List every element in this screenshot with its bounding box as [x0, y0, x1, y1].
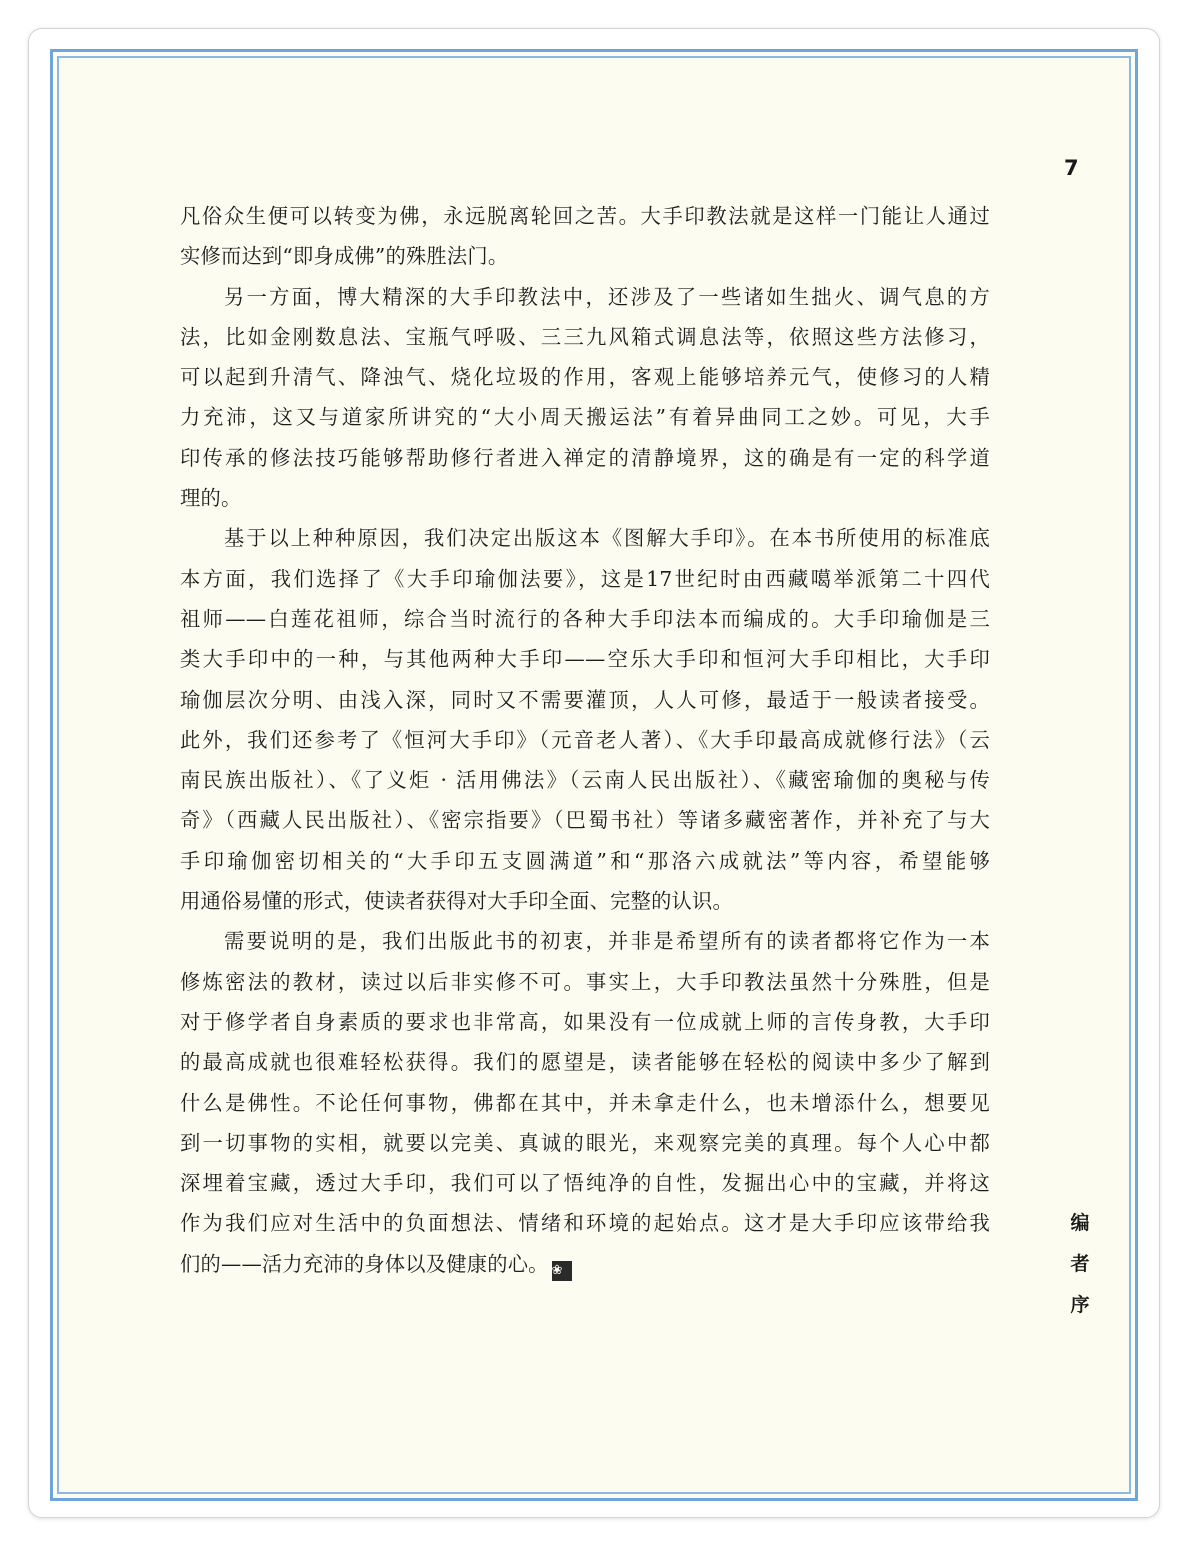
side-title-char: 序 — [1070, 1294, 1090, 1316]
text-line: 祖师——白莲花祖师，综合当时流行的各种大手印法本而编成的。大手印瑜伽是三 — [180, 606, 990, 631]
paragraph — [180, 921, 990, 1284]
page-number: 7 — [1064, 156, 1079, 180]
side-title-char: 编 — [1070, 1212, 1090, 1234]
text-line: 奇》（西藏人民出版社）、《密宗指要》（巴蜀书社）等诸多藏密著作，并补充了与大 — [180, 808, 990, 833]
text-line: 用通俗易懂的形式，使读者获得对大手印全面、完整的认识。 — [180, 889, 733, 914]
text-line: 类大手印中的一种，与其他两种大手印——空乐大手印和恒河大手印相比，大手印 — [180, 647, 990, 672]
text-line: 可以起到升清气、降浊气、烧化垃圾的作用，客观上能够培养元气，使修习的人精 — [180, 365, 990, 390]
preface-body — [180, 196, 990, 1284]
text-line: 深埋着宝藏，透过大手印，我们可以了悟纯净的自性，发掘出心中的宝藏，并将这 — [180, 1171, 990, 1196]
text-line: 瑜伽层次分明、由浅入深，同时又不需要灌顶，人人可修，最适于一般读者接受。 — [180, 687, 990, 712]
text-line: 法，比如金刚数息法、宝瓶气呼吸、三三九风箱式调息法等，依照这些方法修习， — [180, 324, 990, 349]
paragraph — [180, 196, 990, 277]
side-title-char: 者 — [1070, 1253, 1090, 1275]
text-line: 手印瑜伽密切相关的“大手印五支圆满道”和“那洛六成就法”等内容，希望能够 — [180, 848, 990, 873]
text-line: 印传承的修法技巧能够帮助修行者进入禅定的清静境界，这的确是有一定的科学道 — [180, 445, 990, 470]
text-line: 另一方面，博大精深的大手印教法中，还涉及了一些诸如生拙火、调气息的方 — [224, 284, 990, 309]
end-ornament-icon: ❀ — [552, 1261, 572, 1281]
text-line: 南民族出版社）、《了义炬 · 活用佛法》（云南人民出版社）、《藏密瑜伽的奥秘与传 — [180, 768, 990, 793]
side-title — [1068, 1208, 1092, 1331]
paragraph — [180, 518, 990, 921]
text-line: 力充沛，这又与道家所讲究的“大小周天搬运法”有着异曲同工之妙。可见，大手 — [180, 405, 990, 430]
text-line: 凡俗众生便可以转变为佛，永远脱离轮回之苦。大手印教法就是这样一门能让人通过 — [180, 204, 990, 228]
text-line: 此外，我们还参考了《恒河大手印》（元音老人著）、《大手印最高成就修行法》（云 — [180, 727, 990, 752]
text-line: 修炼密法的教材，读过以后非实修不可。事实上，大手印教法虽然十分殊胜，但是 — [180, 969, 990, 994]
text-line: 需要说明的是，我们出版此书的初衷，并非是希望所有的读者都将它作为一本 — [224, 929, 990, 954]
text-line: 理的。 — [180, 486, 242, 511]
text-line: 实修而达到“即身成佛”的殊胜法门。 — [180, 244, 509, 269]
text-line: 基于以上种种原因，我们决定出版这本《图解大手印》。在本书所使用的标准底 — [224, 526, 990, 551]
text-line: 到一切事物的实相，就要以完美、真诚的眼光，来观察完美的真理。每个人心中都 — [180, 1130, 990, 1155]
text-line: 本方面，我们选择了《大手印瑜伽法要》，这是17世纪时由西藏噶举派第二十四代 — [180, 566, 990, 591]
text-line: 们的——活力充沛的身体以及健康的心。 ❀ — [180, 1244, 990, 1284]
paragraph — [180, 277, 990, 519]
text-line: 什么是佛性。不论任何事物，佛都在其中，并未拿走什么，也未增添什么，想要见 — [180, 1090, 990, 1115]
text-line: 对于修学者自身素质的要求也非常高，如果没有一位成就上师的言传身教，大手印 — [180, 1009, 990, 1034]
text-line: 作为我们应对生活中的负面想法、情绪和环境的起始点。这才是大手印应该带给我 — [180, 1211, 990, 1236]
text-line: 的最高成就也很难轻松获得。我们的愿望是，读者能够在轻松的阅读中多少了解到 — [180, 1050, 990, 1075]
